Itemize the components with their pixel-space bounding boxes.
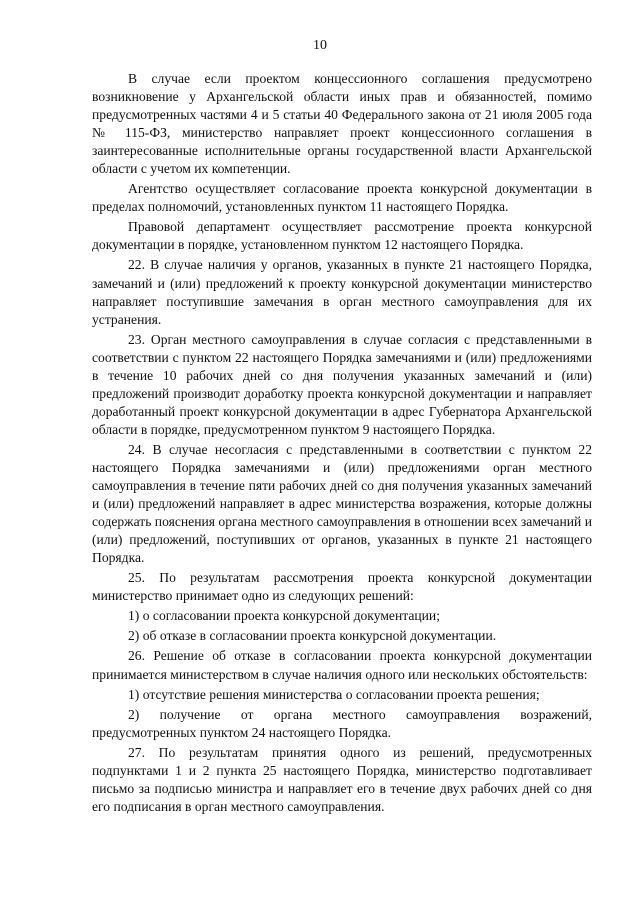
paragraph-26: 26. Решение об отказе в согласовании проекта конкурсной документации принимается министерством в случае наличия одного или нескольких обстоятельств: — [92, 648, 592, 682]
list-item-25-2: 2) об отказе в согласовании проекта конкурсной документации. — [128, 628, 497, 644]
paragraph-25: 25. По результатам рассмотрения проекта конкурсной документации министерство принимает одно из следующих решений: — [92, 570, 592, 604]
paragraph-24: 24. В случае несогласия с представленными в соответствии с пунктом 22 настоящего Порядка замечаниями и (или) предложениями орган местного самоуправления в течение пяти рабочих дней со дня получения указанных замечаний и (или) предложений направляет в адрес министерства возражения, которые должны содержать пояснения органа местного самоуправления в отношении всех замечаний и (или) предложений, поступивших от органов, указанных в пункте 21 настоящего Порядка. — [92, 441, 592, 566]
list-item-25-1: 1) о согласовании проекта конкурсной документации; — [128, 608, 440, 624]
page-number: 10 — [313, 38, 327, 53]
paragraph-27: 27. По результатам принятия одного из решений, предусмотренных подпунктами 1 и 2 пункта 25 настоящего Порядка, министерство подготавливает письмо за подписью министра и направляет его в течение двух рабочих дней со дня его подписания в орган местного самоуправления. — [92, 744, 592, 814]
document-body — [92, 70, 592, 818]
paragraph-22: 22. В случае наличия у органов, указанных в пункте 21 настоящего Порядка, замечаний и (или) предложений к проекту конкурсной документации министерство направляет поступившие замечания в орган местного самоуправления для их устранения. — [92, 257, 592, 327]
paragraph-agency-approval: Агентство осуществляет согласование проекта конкурсной документации в пределах полномочий, установленных пунктом 11 настоящего Порядка. — [92, 181, 592, 215]
list-item-26-1: 1) отсутствие решения министерства о согласовании проекта решения; — [128, 686, 540, 702]
paragraph-legal-department: Правовой департамент осуществляет рассмотрение проекта конкурсной документации в порядке, установленном пунктом 12 настоящего Порядка. — [92, 219, 592, 253]
list-item-26-2: 2) получение от органа местного самоуправления возражений, предусмотренных пунктом 24 настоящего Порядка. — [92, 706, 592, 740]
paragraph-23: 23. Орган местного самоуправления в случае согласия с представленными в соответствии с пунктом 22 настоящего Порядка замечаниями и (или) предложениями в течение 10 рабочих дней со дня получения указанных замечаний и (или) предложений производит доработку проекта конкурсной документации и направляет доработанный проект конкурсной документации в адрес Губернатора Архангельской области в порядке, предусмотренном пунктом 9 настоящего Порядка. — [92, 331, 592, 437]
paragraph-concession-rights: В случае если проектом концессионного соглашения предусмотрено возникновение у Архангельской области иных прав и обязанностей, помимо предусмотренных частями 4 и 5 статьи 40 Федерального закона от 21 июля 2005 года № 115-ФЗ, министерство направляет проект концессионного соглашения в заинтересованные исполнительные органы государственной власти Архангельской области с учетом их компетенции. — [92, 71, 592, 177]
